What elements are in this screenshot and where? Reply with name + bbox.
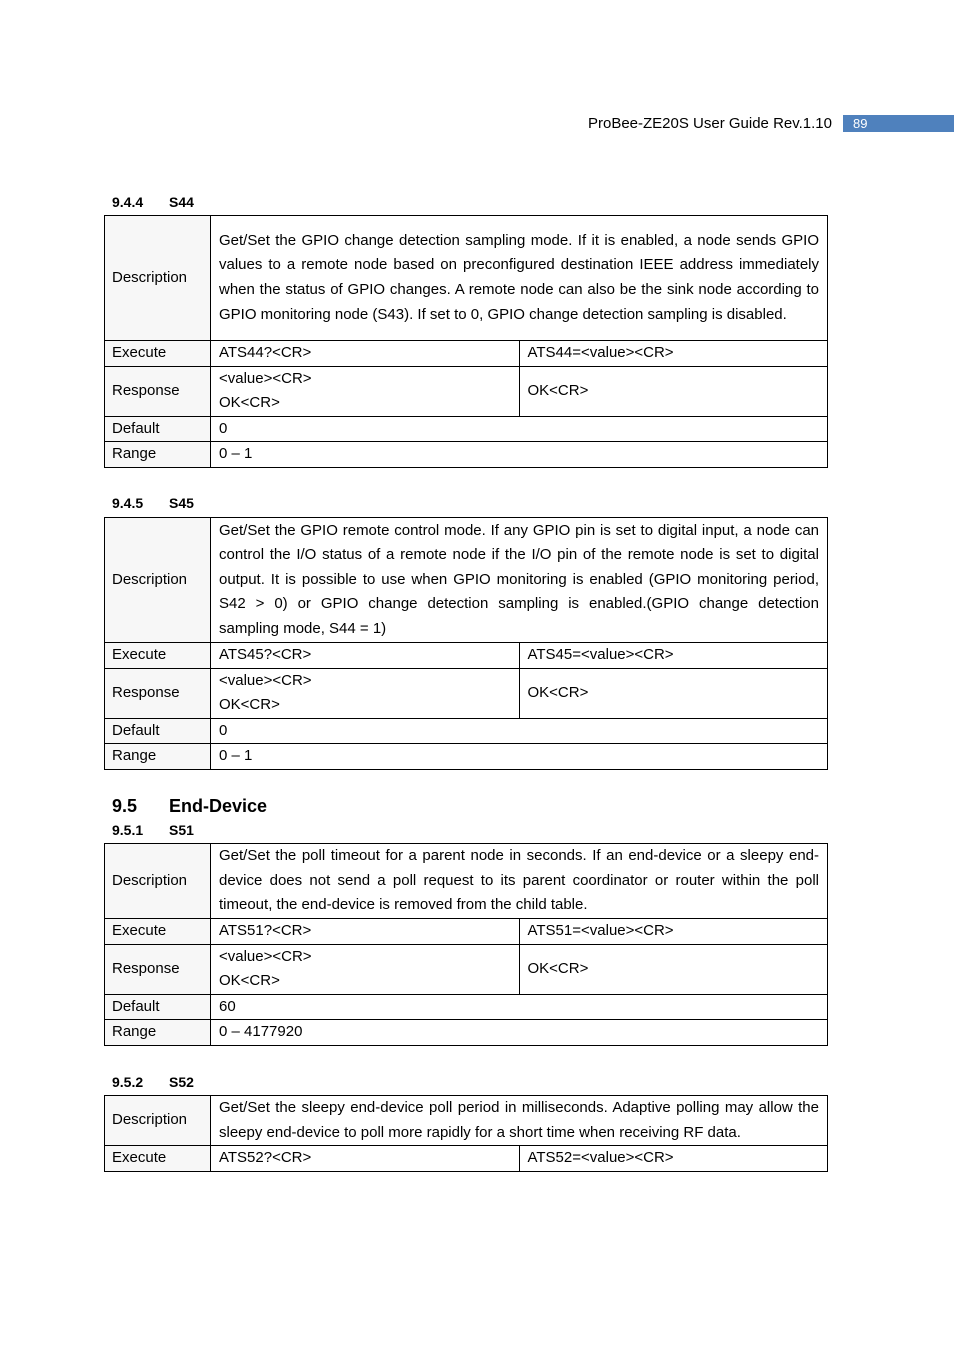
execute-read: ATS44?<CR>	[211, 341, 520, 367]
spec-table-s51	[104, 843, 828, 1046]
execute-write: ATS44=<value><CR>	[519, 341, 828, 367]
execute-write: ATS45=<value><CR>	[519, 643, 828, 669]
subsection-heading-s44: 9.4.4 S44	[112, 194, 194, 210]
description-cell: Get/Set the GPIO remote control mode. If any GPIO pin is set to digital input, a node can control the I/O status of a remote node if the I/O pin of the remote node is set to digital output. It is possible to use when GPIO monitoring is enabled (GPIO monitoring period, S42 > 0) or GPIO change detection sampling is enabled.(GPIO change detection sampling mode, S44 = 1)	[211, 518, 828, 643]
range-value: 0 – 1	[211, 442, 828, 468]
spec-table-s52	[104, 1095, 828, 1172]
spec-table-s45	[104, 517, 828, 770]
row-label: Range	[105, 1020, 211, 1046]
spec-table-s44	[104, 215, 828, 468]
response-read: <value><CR> OK<CR>	[211, 944, 520, 994]
row-label: Description	[105, 1096, 211, 1146]
execute-read: ATS45?<CR>	[211, 643, 520, 669]
row-label: Default	[105, 994, 211, 1020]
row-label: Description	[105, 518, 211, 643]
default-value: 60	[211, 994, 828, 1020]
response-write: OK<CR>	[519, 944, 828, 994]
row-label: Execute	[105, 341, 211, 367]
section-heading-end-device: 9.5 End-Device	[112, 796, 268, 816]
description-cell: Get/Set the sleepy end-device poll period in milliseconds. Adaptive polling may allow the sleepy end-device to poll more rapidly for a short time when receiving RF data.	[211, 1096, 828, 1146]
row-label: Response	[105, 366, 211, 416]
subsection-heading-s52: 9.5.2 S52	[112, 1074, 194, 1090]
range-value: 0 – 1	[211, 744, 828, 770]
description-cell: Get/Set the poll timeout for a parent node in seconds. If an end-device or a sleepy end-device does not send a poll request to its parent coordinator or router within the poll timeout, the end-device is removed from the child table.	[211, 844, 828, 919]
subsection-heading-s51: 9.5.1 S51	[112, 822, 194, 838]
response-write: OK<CR>	[519, 668, 828, 718]
row-label: Execute	[105, 919, 211, 945]
execute-read: ATS52?<CR>	[211, 1146, 520, 1172]
execute-read: ATS51?<CR>	[211, 919, 520, 945]
row-label: Description	[105, 216, 211, 341]
page-header	[0, 114, 954, 134]
row-label: Range	[105, 442, 211, 468]
execute-write: ATS51=<value><CR>	[519, 919, 828, 945]
response-read: <value><CR> OK<CR>	[211, 668, 520, 718]
subsection-heading-s45: 9.4.5 S45	[112, 495, 194, 511]
row-label: Default	[105, 416, 211, 442]
row-label: Description	[105, 844, 211, 919]
description-cell: Get/Set the GPIO change detection sampling mode. If it is enabled, a node sends GPIO values to a remote node based on preconfigured destination IEEE address immediately when the status of GPIO changes. A remote node can also be the sink node according to GPIO monitoring node (S43). If set to 0, GPIO change detection sampling is disabled.	[211, 216, 828, 341]
default-value: 0	[211, 718, 828, 744]
row-label: Range	[105, 744, 211, 770]
document-title: ProBee-ZE20S User Guide Rev.1.10	[587, 115, 832, 132]
row-label: Execute	[105, 1146, 211, 1172]
response-write: OK<CR>	[519, 366, 828, 416]
row-label: Execute	[105, 643, 211, 669]
default-value: 0	[211, 416, 828, 442]
response-read: <value><CR> OK<CR>	[211, 366, 520, 416]
row-label: Default	[105, 718, 211, 744]
range-value: 0 – 4177920	[211, 1020, 828, 1046]
execute-write: ATS52=<value><CR>	[519, 1146, 828, 1172]
page-number: 89	[843, 115, 954, 132]
row-label: Response	[105, 668, 211, 718]
row-label: Response	[105, 944, 211, 994]
